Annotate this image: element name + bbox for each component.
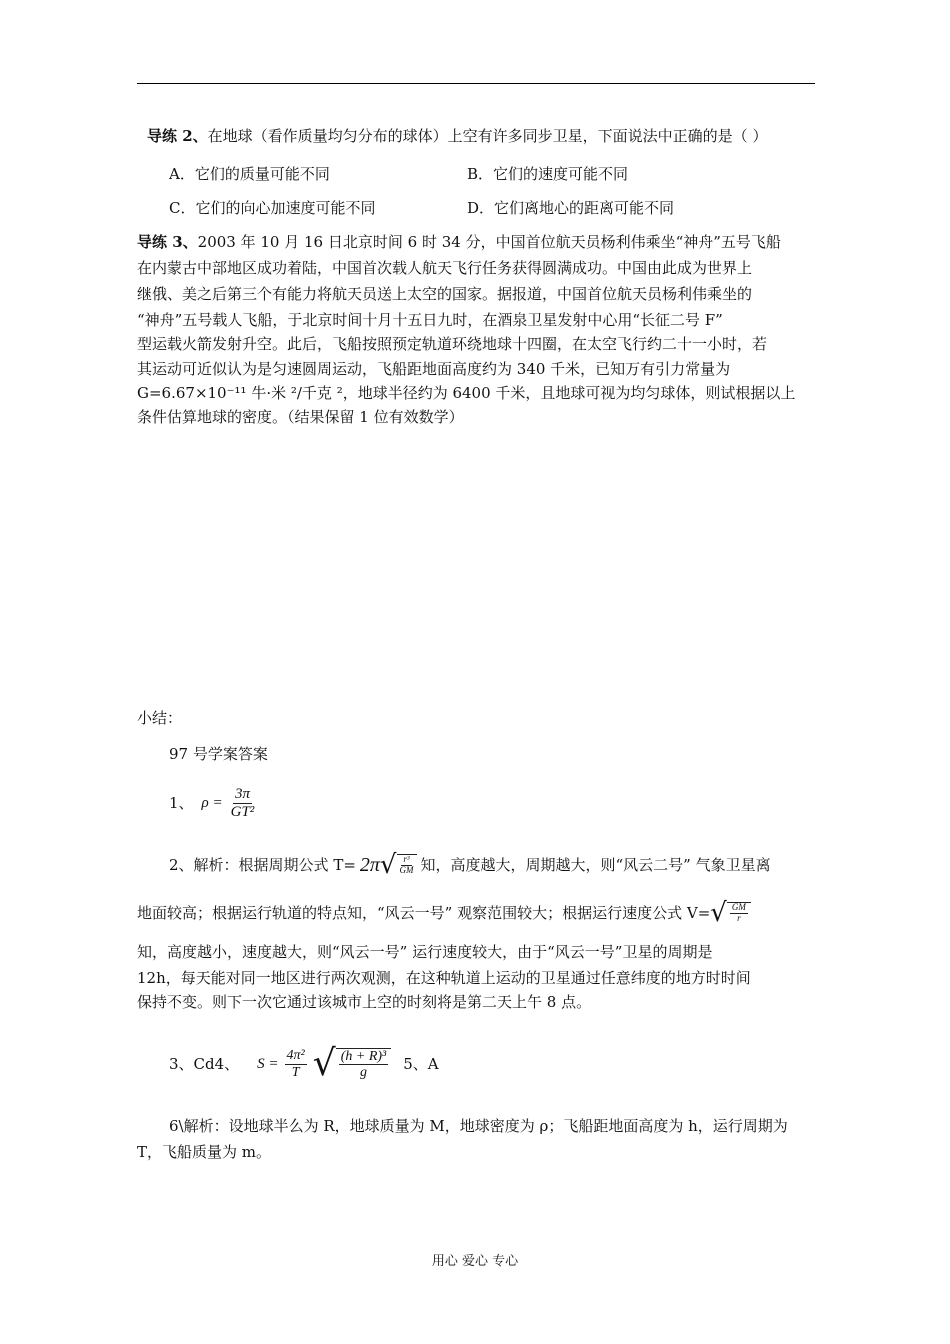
q2-option-a: A．它们的质量可能不同	[169, 165, 330, 183]
answer-2-after: 知，高度越大，周期越大，则“风云二号” 气象卫星离	[420, 856, 771, 874]
summary-label: 小结：	[137, 709, 183, 727]
answer-3-radical-denominator: g	[359, 1065, 367, 1080]
q3-line-2: 在内蒙古中部地区成功着陆，中国首次载人航天飞行任务获得圆满成功。中国由此成为世界上	[137, 259, 753, 277]
q2-option-c: C．它们的向心加速度可能不同	[169, 199, 376, 217]
answers-title: 97 号学案答案	[169, 745, 268, 763]
q2-option-b: B．它们的速度可能不同	[467, 165, 629, 183]
answer-1-numerator: 3π	[234, 786, 250, 802]
answer-6-line-2: T，飞船质量为 m。	[137, 1143, 271, 1161]
answer-5: 5、A	[403, 1055, 439, 1073]
answer-2-line-1	[169, 848, 849, 882]
answer-3-fraction	[285, 1048, 307, 1080]
q3-label: 导练 3、	[137, 233, 198, 251]
answer-2-text-2: 地面较高；根据运行轨道的特点知，“风云一号” 观察范围较大；根据运行速度公式 V=	[137, 904, 711, 922]
answer-3-lhs: S =	[257, 1056, 279, 1072]
answer-1-fraction	[231, 786, 255, 820]
answer-3-radical-numerator: (h + R)³	[340, 1048, 387, 1064]
answer-3-numerator: 4π²	[286, 1048, 305, 1064]
answer-2-v-denominator: r	[737, 913, 741, 924]
answer-1-prefix: 1、	[169, 794, 194, 812]
header-rule	[137, 83, 815, 84]
answer-2-line-3: 知，高度越小，速度越大，则“风云一号” 运行速度较大，由于“风云一号”卫星的周期是	[137, 943, 713, 961]
q3-line-8: 条件估算地球的密度。（结果保留 1 位有效数学）	[137, 408, 464, 426]
q3-text: 2003 年 10 月 16 日北京时间 6 时 34 分，中国首位航天员杨利伟乘坐“神舟”五号飞船	[197, 233, 781, 251]
answer-2-prefix: 2、解析：根据周期公式 T=	[169, 856, 356, 874]
q3-line-1	[137, 232, 817, 252]
q2-stem: 在地球（看作质量均匀分布的球体）上空有许多同步卫星，下面说法中正确的是（ ）	[207, 127, 768, 145]
q3-line-5: 型运载火箭发射升空。此后，飞船按照预定轨道环绕地球十四圈，在太空飞行约二十一小时，若	[137, 335, 768, 353]
answer-3-denominator: T	[291, 1064, 300, 1080]
answer-2-period-radical: √ $\frac{\text{r³}}{GM}$	[380, 852, 417, 878]
answer-1-denominator: GT²	[230, 803, 255, 820]
answer-3	[169, 1036, 849, 1092]
q2-option-d: D．它们离地心的距离可能不同	[467, 199, 675, 217]
answer-3-prefix: 3、Cd4、	[169, 1055, 240, 1073]
answer-2-line-4: 12h，每天能对同一地区进行两次观测，在这种轨道上运动的卫星通过任意纬度的地方时时间	[137, 969, 751, 987]
answer-2-line-2	[137, 896, 817, 930]
answer-2-radical-denominator: GM	[399, 865, 414, 876]
answer-2-velocity-radical: √ $\frac{GM}{r}$	[710, 900, 751, 926]
q3-line-3: 继俄、美之后第三个有能力将航天员送上太空的国家。据报道，中国首位航天员杨利伟乘坐的	[137, 285, 753, 303]
answer-2-v-numerator: GM	[731, 902, 746, 913]
q3-line-7: G=6.67×10⁻¹¹ 牛·米 ²/千克 ²，地球半径约为 6400 千米，且地球可视为均匀球体，则试根据以上	[137, 384, 796, 402]
page-footer: 用心 爱心 专心	[431, 1254, 519, 1269]
q2-label: 导练 2、	[147, 127, 208, 145]
answer-1	[169, 780, 849, 826]
q3-line-4: “神舟”五号载人飞船，于北京时间十月十五日九时，在酒泉卫星发射中心用“长征二号 F”	[137, 311, 723, 329]
answer-2-line-5: 保持不变。则下一次它通过该城市上空的时刻将是第二天上午 8 点。	[137, 993, 592, 1011]
answer-1-lhs: ρ =	[201, 795, 223, 811]
answer-2-radical-numerator: r³	[403, 854, 410, 865]
answer-6-line-1: 6\解析：设地球半么为 R，地球质量为 M，地球密度为 ρ；飞船距地面高度为 h，运行周期为	[169, 1117, 788, 1135]
answer-3-radical: √ $\frac{\text{(h + R)³}}{g}$	[313, 1046, 391, 1082]
q2-stem-line	[147, 126, 827, 146]
answer-2-two-pi: 2π	[359, 854, 380, 876]
q3-line-6: 其运动可近似认为是匀速圆周运动，飞船距地面高度约为 340 千米，已知万有引力常量为	[137, 360, 731, 378]
